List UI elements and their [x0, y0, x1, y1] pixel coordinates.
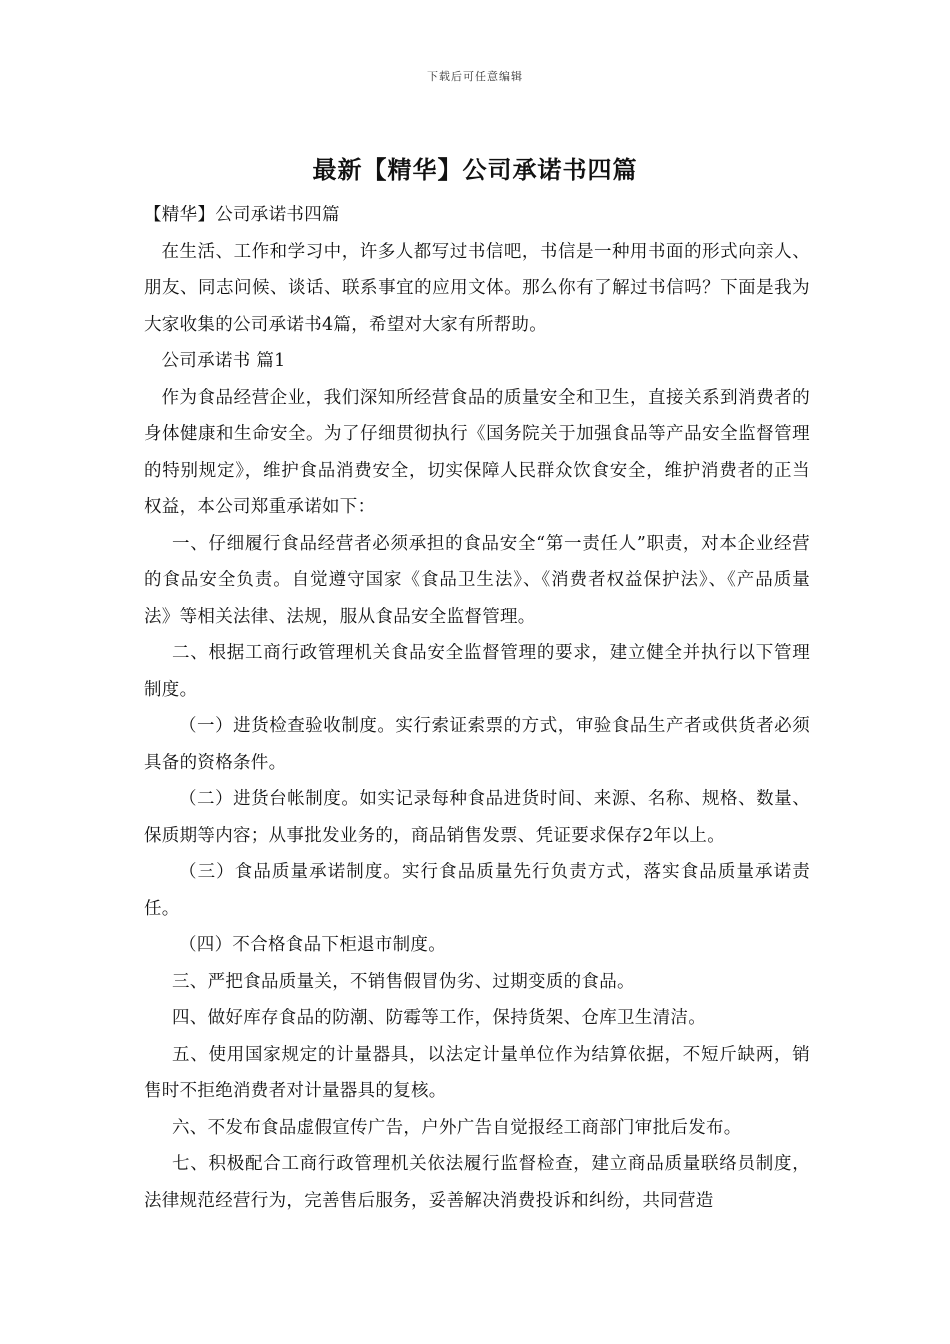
body-paragraph: 四、做好库存食品的防潮、防霉等工作，保持货架、仓库卫生清洁。: [172, 1008, 706, 1028]
body-paragraph: 一、仔细履行食品经营者必须承担的食品安全“第一责任人”职责，对本企业经营的食品安全负责。自觉遵守国家《食品卫生法》、《消费者权益保护法》、《产品质量法》等相关法律、法规，服从食品安全监督管理。: [144, 533, 810, 627]
subtitle-paragraph: 【精华】公司承诺书四篇: [144, 205, 340, 225]
body-paragraph: （三）食品质量承诺制度。实行食品质量先行负责方式，落实食品质量承诺责任。: [144, 862, 810, 919]
body-paragraph: 六、不发布食品虚假宣传广告，户外广告自觉报经工商部门审批后发布。: [172, 1117, 742, 1138]
document-title: 最新【精华】公司承诺书四篇: [312, 155, 638, 184]
body-paragraph: 五、使用国家规定的计量器具，以法定计量单位作为结算依据，不短斤缺两，销售时不拒绝消费者对计量器具的复核。: [144, 1044, 810, 1101]
document-body: [144, 197, 810, 1219]
header-note: 下载后可任意编辑: [427, 70, 523, 83]
body-paragraph: （一）进货检查验收制度。实行索证索票的方式，审验食品生产者或供货者必须具备的资格条件。: [144, 716, 810, 773]
body-paragraph: 三、严把食品质量关，不销售假冒伪劣、过期变质的食品。: [172, 971, 635, 992]
body-paragraph: 七、积极配合工商行政管理机关依法履行监督检查，建立商品质量联络员制度，法律规范经营行为，完善售后服务，妥善解决消费投诉和纠纷，共同营造: [144, 1154, 810, 1211]
body-paragraph: 二、根据工商行政管理机关食品安全监督管理的要求，建立健全并执行以下管理制度。: [144, 643, 810, 700]
body-paragraph: （四）不合格食品下柜退市制度。: [179, 935, 446, 955]
body-paragraph: 作为食品经营企业，我们深知所经营食品的质量安全和卫生，直接关系到消费者的身体健康和生命安全。为了仔细贯彻执行《国务院关于加强食品等产品安全监督管理的特别规定》，维护食品消费安全，切实保障人民群众饮食安全，维护消费者的正当权益，本公司郑重承诺如下：: [144, 387, 810, 517]
intro-paragraph: 在生活、工作和学习中，许多人都写过书信吧，书信是一种用书面的形式向亲人、朋友、同志问候、谈话、联系事宜的应用文体。那么你有了解过书信吗？下面是我为大家收集的公司承诺书4篇，希望对大家有所帮助。: [144, 241, 810, 335]
body-paragraph: （二）进货台帐制度。如实记录每种食品进货时间、来源、名称、规格、数量、保质期等内容；从事批发业务的，商品销售发票、凭证要求保存2年以上。: [144, 789, 810, 846]
section-heading: 公司承诺书 篇1: [161, 351, 286, 371]
